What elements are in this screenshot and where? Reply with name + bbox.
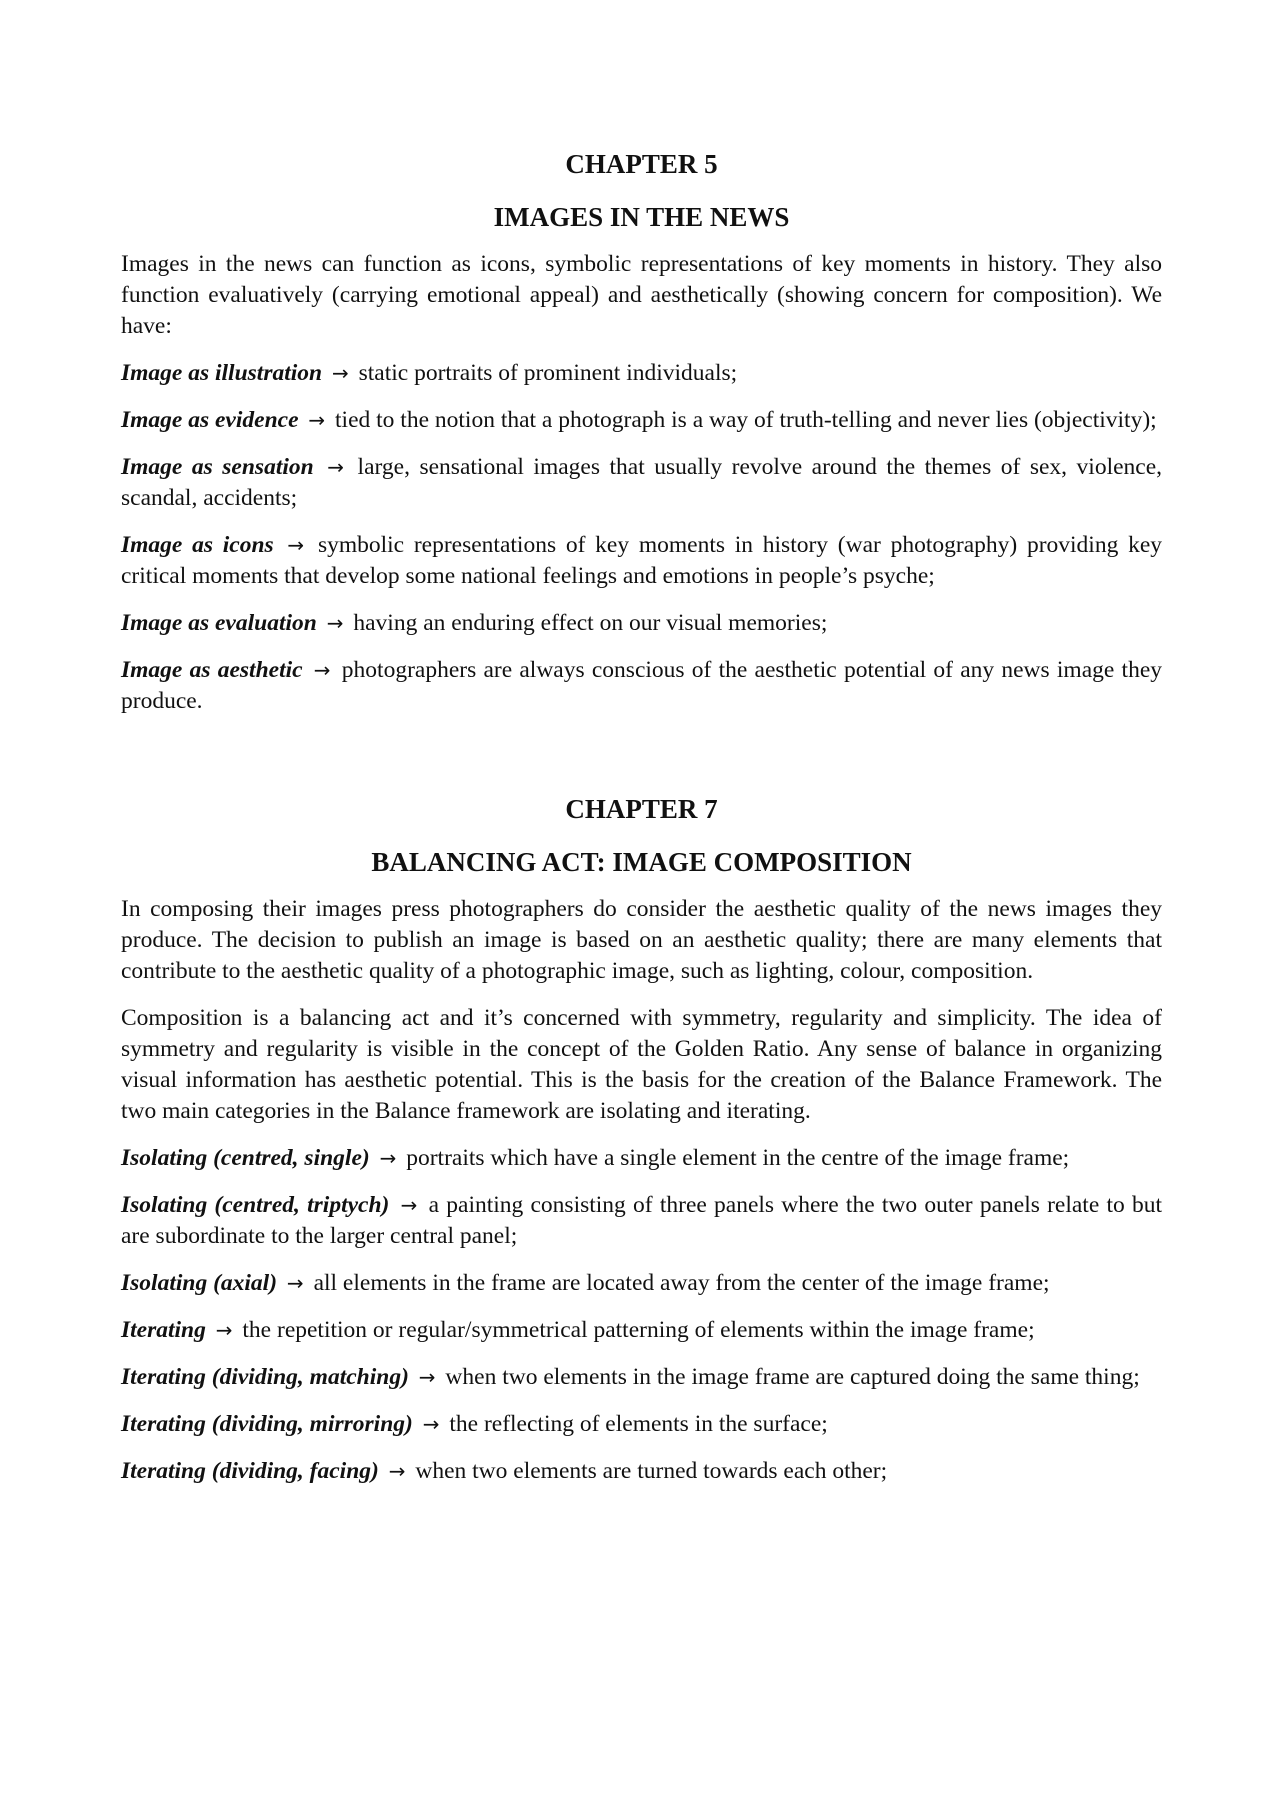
definition-item — [121, 1409, 1162, 1440]
definition-item — [121, 655, 1162, 717]
chapter-5-number: CHAPTER 5 — [565, 149, 718, 179]
definition-term: Isolating (centred, single) — [121, 1145, 370, 1171]
arrow-icon: → — [327, 455, 345, 479]
chapter-7-title: BALANCING ACT: IMAGE COMPOSITION — [371, 847, 912, 877]
arrow-icon: → — [308, 408, 326, 432]
arrow-icon: → — [286, 1271, 304, 1295]
chapter-5-intro: Images in the news can function as icons, symbolic representations of key moments in history. They also function evaluatively (carrying emotional appeal) and aesthetically (showing concern for composition). We have: — [121, 251, 1162, 339]
definition-text: the reflecting of elements in the surface; — [449, 1411, 828, 1437]
arrow-icon: → — [326, 611, 344, 635]
definition-item — [121, 608, 1162, 639]
definition-term: Image as evidence — [121, 407, 299, 433]
definition-text: tied to the notion that a photograph is a way of truth-telling and never lies (objectivity); — [335, 407, 1157, 433]
definition-item — [121, 530, 1162, 592]
definition-term: Isolating (axial) — [121, 1270, 278, 1296]
chapter-7-paragraph: In composing their images press photographers do consider the aesthetic quality of the news images they produce. The decision to publish an image is based on an aesthetic quality; there are many elements that contribute to the aesthetic quality of a photographic image, such as lighting, colour, composition. — [121, 896, 1162, 984]
definition-term: Image as aesthetic — [121, 657, 303, 683]
arrow-icon: → — [215, 1318, 233, 1342]
definition-item — [121, 358, 1162, 389]
chapter-5-title: IMAGES IN THE NEWS — [493, 202, 790, 232]
definition-term: Image as sensation — [121, 454, 314, 480]
definition-text: having an enduring effect on our visual memories; — [353, 610, 828, 636]
arrow-icon: → — [379, 1146, 397, 1170]
definition-item — [121, 1362, 1162, 1393]
definition-term: Isolating (centred, triptych) — [121, 1192, 390, 1218]
definition-term: Iterating (dividing, matching) — [121, 1364, 409, 1390]
definition-text: when two elements are turned towards each other; — [415, 1458, 888, 1484]
definition-item — [121, 1456, 1162, 1487]
definition-text: when two elements in the image frame are captured doing the same thing; — [445, 1364, 1140, 1390]
definition-text: portraits which have a single element in the centre of the image frame; — [406, 1145, 1070, 1171]
definition-term: Image as evaluation — [121, 610, 317, 636]
definition-text: all elements in the frame are located away from the center of the image frame; — [313, 1270, 1050, 1296]
definition-term: Iterating (dividing, mirroring) — [121, 1411, 413, 1437]
definition-text: a painting consisting of three panels where the two outer panels relate to but are subordinate to the larger central panel; — [121, 1192, 1163, 1249]
arrow-icon: → — [313, 658, 331, 682]
arrow-icon: → — [400, 1193, 418, 1217]
arrow-icon: → — [422, 1412, 440, 1436]
definition-item — [121, 1143, 1162, 1174]
definition-text: photographers are always conscious of the aesthetic potential of any news image they produce. — [121, 657, 1163, 714]
definition-term: Iterating — [121, 1317, 206, 1343]
definition-text: static portraits of prominent individuals; — [358, 360, 738, 386]
definition-text: the repetition or regular/symmetrical patterning of elements within the image frame; — [242, 1317, 1035, 1343]
definition-item — [121, 405, 1162, 436]
definition-term: Image as illustration — [121, 360, 323, 386]
definition-text: symbolic representations of key moments in history (war photography) providing key critical moments that develop some national feelings and emotions in people’s psyche; — [121, 532, 1163, 589]
definition-item — [121, 452, 1162, 514]
page-content — [121, 148, 1162, 1503]
definition-text: large, sensational images that usually revolve around the themes of sex, violence, scandal, accidents; — [121, 454, 1163, 511]
arrow-icon: → — [418, 1365, 436, 1389]
arrow-icon: → — [287, 533, 305, 557]
definition-item — [121, 1190, 1162, 1252]
arrow-icon: → — [388, 1459, 406, 1483]
arrow-icon: → — [331, 361, 349, 385]
chapter-7-number: CHAPTER 7 — [565, 794, 718, 824]
section-spacer — [121, 733, 1162, 793]
definition-item — [121, 1268, 1162, 1299]
definition-term: Iterating (dividing, facing) — [121, 1458, 379, 1484]
definition-term: Image as icons — [121, 532, 274, 558]
definition-item — [121, 1315, 1162, 1346]
chapter-7-paragraph: Composition is a balancing act and it’s concerned with symmetry, regularity and simplicity. The idea of symmetry and regularity is visible in the concept of the Golden Ratio. Any sense of balance in organizing visual information has aesthetic potential. This is the basis for the creation of the Balance Framework. The two main categories in the Balance framework are isolating and iterating. — [121, 1005, 1162, 1124]
